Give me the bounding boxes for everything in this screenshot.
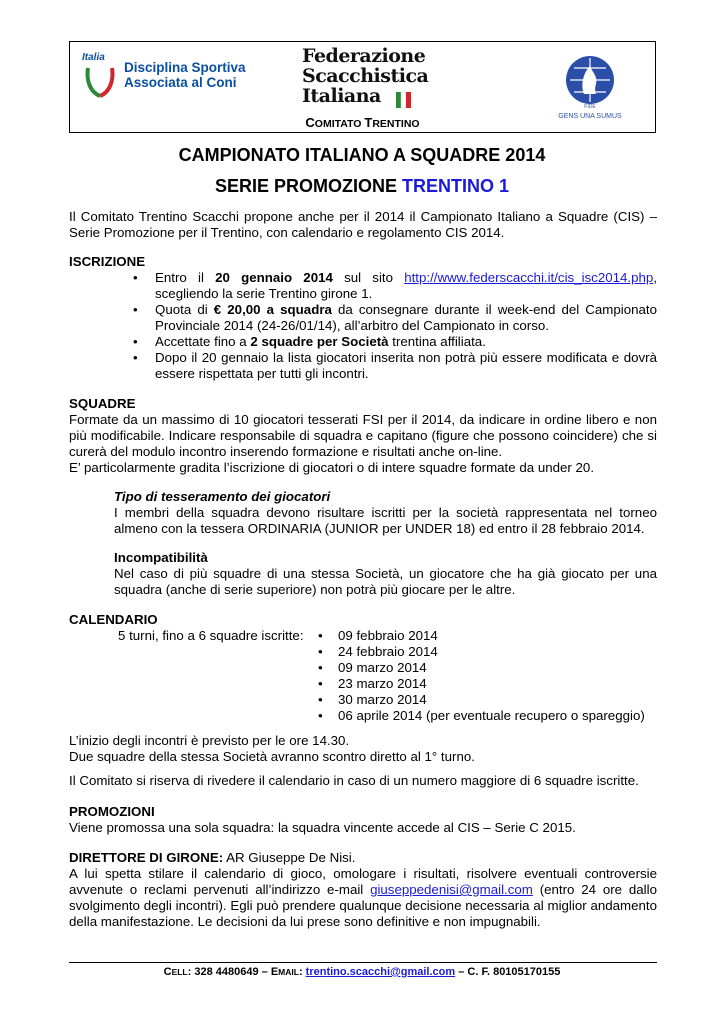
calendario-title: CALENDARIO <box>69 612 158 627</box>
direttore-email-link[interactable]: giuseppedenisi@gmail.com <box>370 882 533 897</box>
list-item: • 09 febbraio 2014 <box>318 628 645 644</box>
iscrizione-list <box>69 270 657 382</box>
list-item: • 30 marzo 2014 <box>318 692 645 708</box>
comitato-t: T <box>364 115 373 130</box>
coni-word: Coni <box>206 75 237 90</box>
list-item: • 09 marzo 2014 <box>318 660 645 676</box>
footer-email-colon: : <box>298 966 306 978</box>
direttore-heading <box>69 850 657 866</box>
footer-cell-c: C <box>163 966 172 978</box>
comitato-rest: OMITATO <box>314 118 365 130</box>
fsi-logo <box>302 45 429 114</box>
coni-logo <box>78 52 248 102</box>
page-title: CAMPIONATO ITALIANO A SQUADRE 2014 <box>178 145 546 165</box>
b1-pre: Entro il <box>155 270 216 285</box>
incompatibilita-section <box>69 550 657 598</box>
list-item: • 06 aprile 2014 (per eventuale recupero o spareggio) <box>318 708 645 724</box>
subtitle-prefix: SERIE PROMOZIONE <box>214 176 402 196</box>
federscacchi-link[interactable]: http://www.federscacchi.it/cis_isc2014.php <box>404 270 654 285</box>
incompatibilita-text: Nel caso di più squadre di una stessa Società, un giocatore che ha già giocato per una squadra (anche di serie superiore) non potrà più giocare per le altre. <box>114 566 657 597</box>
b1-mid: sul sito <box>332 270 405 285</box>
letterhead <box>69 41 656 133</box>
intro-paragraph: Il Comitato Trentino Scacchi propone anche per il 2014 il Campionato Italiano a Squadre (CIS) – Serie Promozione per il Trentino, con calendario e regolamento CIS 2014. <box>69 209 657 240</box>
b1-post: , scegliendo la serie Trentino girone 1. <box>155 270 657 301</box>
fide-abbr: FIDE <box>584 104 596 110</box>
squadre-section <box>69 396 657 476</box>
tesseramento-text: I membri della squadra devono risultare iscritti per la società rappresentata nel torneo almeno con la tessera ORDINARIA (JUNIOR per UNDER 18) ed entro il 28 febbraio 2014. <box>114 505 657 536</box>
list-item: • Dopo il 20 gennaio la lista giocatori inserita non potrà più essere modificata e dovrà essere rispettata per tutti gli incontri. <box>69 350 657 382</box>
coni-line2 <box>124 75 246 90</box>
promozioni-section <box>69 804 657 836</box>
footer-cell-value: : 328 4480649 – <box>187 966 271 978</box>
incompatibilita-title: Incompatibilità <box>114 550 208 565</box>
fide-motto: GENS UNA SUMUS <box>558 113 622 120</box>
footer-cf: – C. F. 80105170155 <box>455 966 561 978</box>
direttore-section <box>69 850 657 930</box>
footer-email-rest: MAIL <box>278 967 299 977</box>
calendario-section <box>69 612 657 628</box>
comitato-rest2: RENTINO <box>372 118 420 130</box>
tesseramento-section <box>69 489 657 537</box>
calendario-notes <box>69 733 657 789</box>
footer-divider <box>69 962 657 963</box>
b3-bold: 2 squadre per Società <box>250 334 389 349</box>
direttore-text <box>69 866 657 930</box>
direttore-title: DIRETTORE DI GIRONE: <box>69 850 224 865</box>
list-item: • 24 febbraio 2014 <box>318 644 645 660</box>
calendario-dates <box>318 628 645 724</box>
direttore-name: AR Giuseppe De Nisi. <box>223 850 356 865</box>
direttore-text-pre: A lui spetta stilare il calendario di gioco, omologare i risultati, risolvere eventuali controversie avvenute o reclami pervenuti all’indirizzo e-mail <box>69 866 657 897</box>
calendario-note1: L’inizio degli incontri è previsto per le ore 14.30. <box>69 733 350 748</box>
calendario-note3: Il Comitato si riserva di rivedere il calendario in caso di un numero maggiore di 6 squadre iscritte. <box>69 773 639 788</box>
coni-italia: Italia <box>82 52 105 63</box>
iscrizione-title: ISCRIZIONE <box>69 254 146 269</box>
footer <box>0 966 724 978</box>
b2-pre: Quota di <box>155 302 214 317</box>
coni-line1: Disciplina Sportiva <box>124 60 246 75</box>
subtitle-highlight: TRENTINO 1 <box>402 176 510 196</box>
squadre-p2: E’ particolarmente gradita l’iscrizione di giocatori o di intere squadre formate da under 20. <box>69 460 595 475</box>
coni-line2a: Associata al <box>124 75 207 90</box>
iscrizione-section <box>69 254 657 382</box>
b3-post: trentina affiliata. <box>388 334 486 349</box>
fsi-line1: Federazione <box>302 45 426 67</box>
comitato-c: C <box>305 115 315 130</box>
list-item <box>69 270 657 302</box>
footer-email-link[interactable]: trentino.scacchi@gmail.com <box>305 966 456 978</box>
b2-bold: € 20,00 a squadra <box>213 302 332 317</box>
coni-text <box>124 60 246 90</box>
b1-bold: 20 gennaio 2014 <box>215 270 333 285</box>
page-subtitle <box>0 176 724 197</box>
calendario-note2: Due squadre della stessa Società avranno scontro diretto al 1° turno. <box>69 749 475 764</box>
italian-flag-icon <box>394 90 414 110</box>
b2-post: da consegnare durante il week-end del Campionato Provinciale 2014 (24-26/01/14), all’arbitro del Campionato in corso. <box>155 302 657 333</box>
list-item <box>69 334 657 350</box>
footer-email-e: E <box>270 966 279 978</box>
fsi-line3: Italiana <box>302 85 381 107</box>
footer-cell-rest: ELL <box>171 967 188 977</box>
direttore-text-post: (entro 24 ore dallo svolgimento degli incontri). Egli può prendere qualunque decisione necessaria al miglior andamento della manifestazione. Le decisioni da lui prese sono definitive e non impugnabili. <box>69 882 657 929</box>
list-item <box>69 302 657 334</box>
comitato-label <box>70 115 655 130</box>
promozioni-text: Viene promossa una sola squadra: la squadra vincente accede al CIS – Serie C 2015. <box>69 820 576 835</box>
squadre-p1: Formate da un massimo di 10 giocatori tesserati FSI per il 2014, da indicare in ordine libero e non più modificabile. Indicare responsabile di squadra e capitano (figure che possono coincidere) che si curerà del modulo incontro inserendo formazione e risultati anche on-line. <box>69 412 657 459</box>
squadre-title: SQUADRE <box>69 396 136 411</box>
b3-pre: Accettate fino a <box>155 334 251 349</box>
fsi-line2: Scacchistica <box>302 65 429 87</box>
tesseramento-title: Tipo di tesseramento dei giocatori <box>114 489 331 504</box>
fide-logo <box>554 50 626 122</box>
promozioni-title: PROMOZIONI <box>69 804 155 819</box>
list-item: • 23 marzo 2014 <box>318 676 645 692</box>
calendario-intro: 5 turni, fino a 6 squadre iscritte: <box>118 628 304 643</box>
